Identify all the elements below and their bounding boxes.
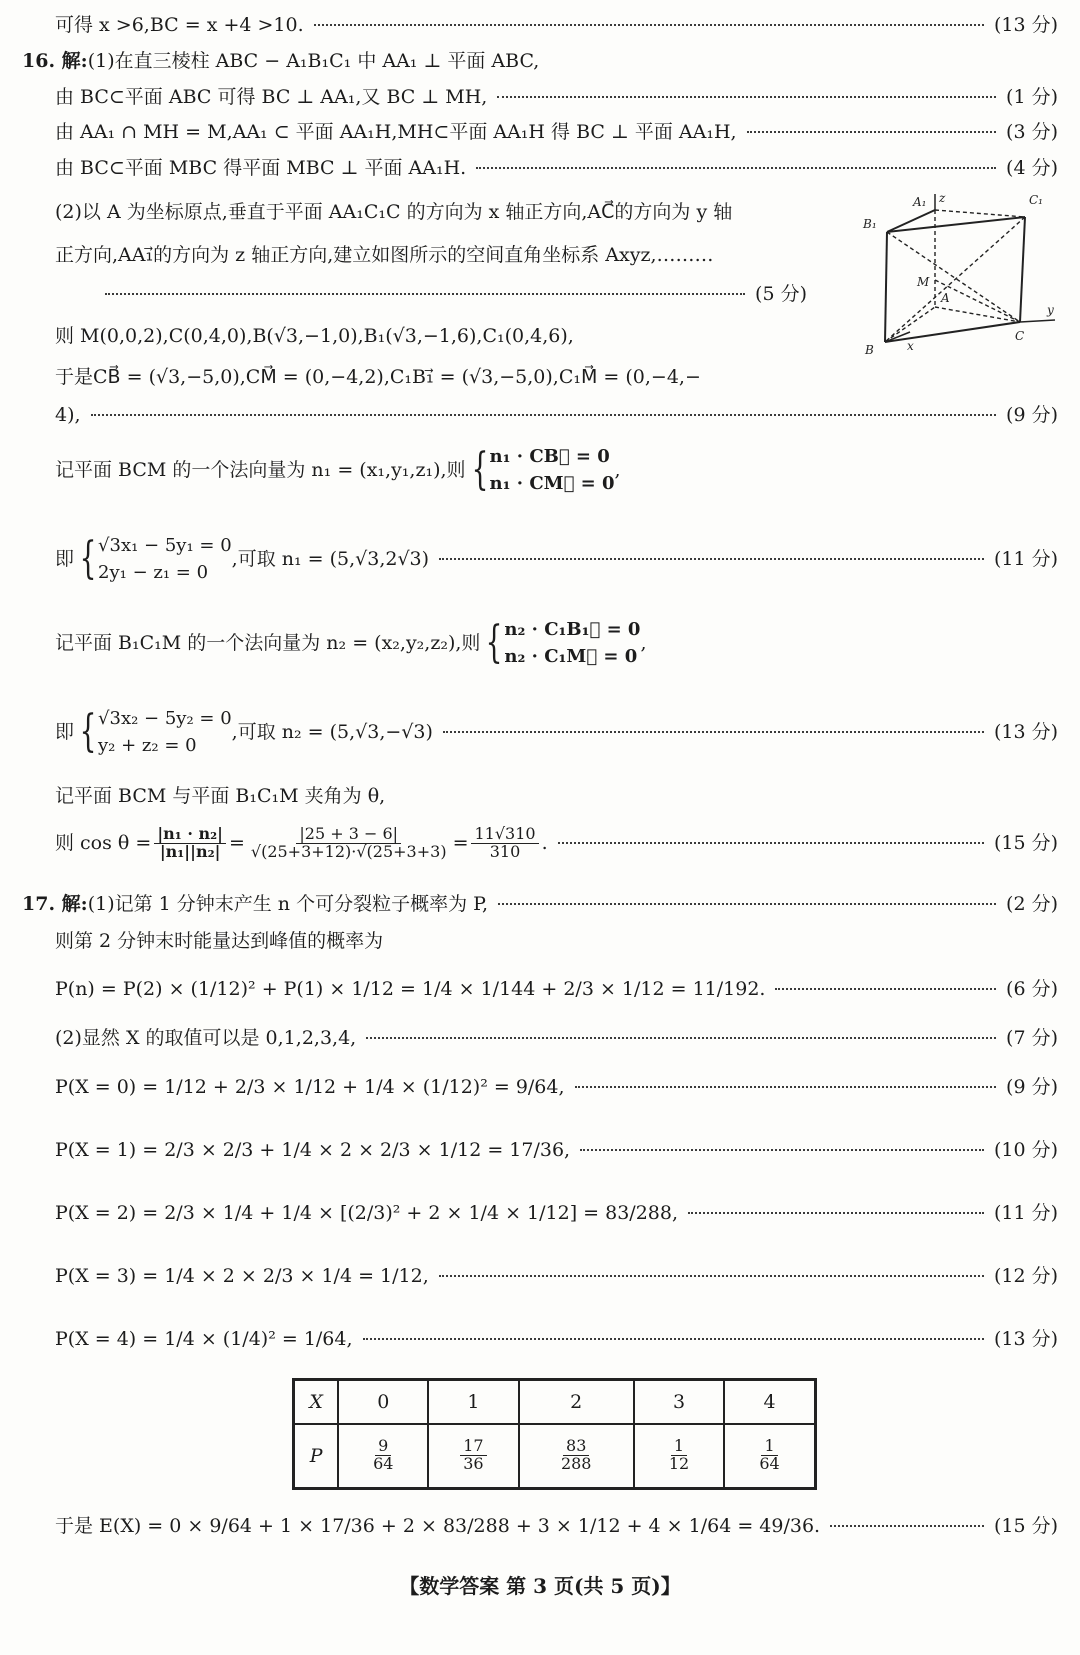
line-text: 4), xyxy=(55,404,81,426)
line-text: 由 BC⊂平面 ABC 可得 BC ⊥ AA₁,又 BC ⊥ MH, xyxy=(55,86,488,108)
label-m: M xyxy=(917,275,930,289)
equation: n₁ · CM⃗ = 0 xyxy=(489,473,615,494)
table-row xyxy=(294,1424,816,1489)
dot-leader xyxy=(476,167,996,169)
line-text: 记平面 B₁C₁M 的一个法向量为 n₂ = (x₂,y₂,z₂),则 xyxy=(55,631,481,654)
label-y: y xyxy=(1047,303,1054,317)
table-cell xyxy=(519,1424,634,1489)
numerator: 83 xyxy=(563,1438,589,1456)
px-line-3 xyxy=(55,1265,1058,1288)
line-text: 于是 E(X) = 0 × 9/64 + 1 × 17/36 + 2 × 83/288 + 3 × 1/12 + 4 × 1/64 = 49/36. xyxy=(55,1515,821,1537)
score: (5 分) xyxy=(755,283,807,305)
table-row xyxy=(294,1380,816,1424)
table-cell: 2 xyxy=(519,1380,634,1424)
dot-leader xyxy=(498,903,996,905)
table-cell xyxy=(724,1424,815,1489)
line-text: 记平面 BCM 的一个法向量为 n₁ = (x₁,y₁,z₁),则 xyxy=(55,458,466,481)
dot-leader xyxy=(830,1525,984,1527)
expectation-line xyxy=(55,1515,1058,1538)
question-number: 16. 解: xyxy=(22,50,88,72)
denominator: √(25+3+12)·√(25+3+3) xyxy=(250,841,447,861)
fraction xyxy=(154,826,226,861)
q16-line-7 xyxy=(95,283,807,306)
denominator: 64 xyxy=(373,1454,394,1474)
dot-leader xyxy=(775,988,996,990)
score: (15 分) xyxy=(993,831,1058,854)
line-text: P(X = 3) = 1/4 × 2 × 2/3 × 1/4 = 1/12, xyxy=(55,1265,429,1287)
label-a: A xyxy=(941,291,950,305)
score: (10 分) xyxy=(993,1139,1058,1161)
page-footer: 【数学答案 第 3 页(共 5 页)】 xyxy=(399,1574,681,1598)
line-text: 则 M(0,0,2),C(0,4,0),B(√3,−1,0),B₁(√3,−1,6),C₁(0,4,6), xyxy=(55,325,574,347)
q16-line-3 xyxy=(55,121,1058,144)
distribution-table xyxy=(292,1378,817,1490)
table-cell: 0 xyxy=(338,1380,428,1424)
equation: √3x₂ − 5y₂ = 0 xyxy=(98,708,232,729)
equation-system xyxy=(480,616,640,670)
equation: n₂ · C₁M⃗ = 0 xyxy=(504,646,638,667)
score: (12 分) xyxy=(993,1265,1058,1287)
q16-line-5 xyxy=(55,201,732,224)
line-text: ,可取 n₁ = (5,√3,2√3) xyxy=(231,547,430,570)
line-text: (2)以 A 为坐标原点,垂直于平面 AA₁C₁C 的方向为 x 轴正方向,AC⃗的方向为 y 轴 xyxy=(55,201,733,223)
label-c: C xyxy=(1015,329,1025,343)
equation: n₁ · CB⃗ = 0 xyxy=(489,446,610,467)
denominator: 64 xyxy=(759,1454,780,1474)
line-text: (1)记第 1 分钟末产生 n 个可分裂粒子概率为 P, xyxy=(87,893,489,915)
numerator: 1 xyxy=(671,1438,687,1456)
prev-answer-line xyxy=(55,14,1058,37)
question-number: 17. 解: xyxy=(22,893,88,915)
denominator: 36 xyxy=(463,1454,484,1474)
numerator: 17 xyxy=(460,1438,486,1456)
score: (13 分) xyxy=(993,720,1058,743)
px-line-4 xyxy=(55,1328,1058,1351)
label-b: B xyxy=(865,343,874,357)
dot-leader xyxy=(439,558,984,560)
line-text: ,可取 n₂ = (5,√3,−√3) xyxy=(231,720,433,743)
line-text: P(X = 4) = 1/4 × (1/4)² = 1/64, xyxy=(55,1328,353,1350)
line-text: , xyxy=(640,631,647,654)
brace-icon: { xyxy=(471,444,488,495)
dot-leader xyxy=(366,1037,996,1039)
dot-leader xyxy=(91,414,996,416)
q16-line-10 xyxy=(55,404,1058,427)
score: (15 分) xyxy=(993,1515,1058,1537)
line-text: 由 BC⊂平面 MBC 得平面 MBC ⊥ 平面 AA₁H. xyxy=(55,157,467,179)
dot-leader xyxy=(688,1212,984,1214)
numerator: 9 xyxy=(375,1438,391,1456)
score: (3 分) xyxy=(1006,121,1058,143)
q16-line-2 xyxy=(55,86,1058,109)
line-text: 于是CB⃗ = (√3,−5,0),CM⃗ = (0,−4,2),C₁B₁⃗ = (√3,−5,0),C₁M⃗ = (0,−4,− xyxy=(55,366,701,388)
px-line-0 xyxy=(55,1076,1058,1099)
line-text: 记平面 BCM 与平面 B₁C₁M 夹角为 θ, xyxy=(55,785,386,807)
equation-system xyxy=(466,443,615,497)
dot-leader xyxy=(575,1086,997,1088)
px-line-2 xyxy=(55,1202,1058,1225)
dot-leader xyxy=(443,731,984,733)
table-cell: 3 xyxy=(634,1380,724,1424)
q16-line-8 xyxy=(55,325,574,348)
q17-line-3 xyxy=(55,978,1058,1001)
numerator: |n₁ · n₂| xyxy=(154,826,226,844)
brace-icon: { xyxy=(79,533,97,584)
dot-leader xyxy=(580,1149,984,1151)
score: (7 分) xyxy=(1006,1027,1058,1049)
label-x: x xyxy=(907,339,914,353)
score: (13 分) xyxy=(993,14,1058,36)
normal-vector-1 xyxy=(55,443,621,497)
line-text: (2)显然 X 的取值可以是 0,1,2,3,4, xyxy=(55,1027,357,1049)
brace-icon: { xyxy=(486,617,503,668)
normal-vector-2 xyxy=(55,616,647,670)
line-text: 即 xyxy=(55,720,75,743)
solve-normal-2 xyxy=(55,705,1058,759)
table-cell xyxy=(428,1424,518,1489)
line-text: 则第 2 分钟末时能量达到峰值的概率为 xyxy=(55,930,384,952)
fraction xyxy=(471,826,538,861)
table-cell: 1 xyxy=(428,1380,518,1424)
dot-leader xyxy=(497,96,996,98)
score: (2 分) xyxy=(1006,893,1058,915)
denominator: 12 xyxy=(668,1454,690,1474)
label-b1: B₁ xyxy=(863,217,877,231)
numerator: |25 + 3 − 6| xyxy=(296,826,401,844)
equation: y₂ + z₂ = 0 xyxy=(98,735,197,756)
line-text: P(X = 0) = 1/12 + 2/3 × 1/12 + 1/4 × (1/12)² = 9/64, xyxy=(55,1076,565,1098)
score: (1 分) xyxy=(1006,86,1058,108)
numerator: 1 xyxy=(761,1438,777,1456)
line-text: 则 cos θ = xyxy=(55,831,152,854)
line-text: P(X = 1) = 2/3 × 2/3 + 1/4 × 2 × 2/3 × 1/12 = 17/36, xyxy=(55,1139,571,1161)
line-text: , xyxy=(614,458,621,481)
line-text: P(X = 2) = 2/3 × 1/4 + 1/4 × [(2/3)² + 2 × 1/4 × 1/12] = 83/288, xyxy=(55,1202,679,1224)
prism-figure xyxy=(855,192,1060,357)
table-cell: 4 xyxy=(724,1380,815,1424)
label-z: z xyxy=(939,192,946,205)
score: (4 分) xyxy=(1006,157,1058,179)
denominator: 310 xyxy=(489,841,521,861)
score: (9 分) xyxy=(1006,1076,1058,1098)
angle-line xyxy=(55,785,385,808)
table-cell xyxy=(338,1424,428,1489)
numerator: 11√310 xyxy=(471,826,538,844)
equation-system xyxy=(74,705,232,759)
dot-leader xyxy=(439,1275,984,1277)
equation: n₂ · C₁B₁⃗ = 0 xyxy=(504,619,641,640)
dot-leader xyxy=(105,293,745,295)
line-text: 正方向,AA₁⃗的方向为 z 轴正方向,建立如图所示的空间直角坐标系 Axyz,……… xyxy=(55,244,714,266)
q17-line-4 xyxy=(55,1027,1058,1050)
q17-line-2 xyxy=(55,930,383,953)
score: (11 分) xyxy=(993,1202,1058,1224)
solve-normal-1 xyxy=(55,532,1058,586)
q16-line-9 xyxy=(55,366,701,389)
label-c1: C₁ xyxy=(1029,193,1043,207)
fraction xyxy=(248,826,450,861)
score: (6 分) xyxy=(1006,978,1058,1000)
table-cell: X xyxy=(294,1380,339,1424)
dot-leader xyxy=(558,842,984,844)
table-cell xyxy=(634,1424,724,1489)
equation: √3x₁ − 5y₁ = 0 xyxy=(98,535,232,556)
line-text: (1)在直三棱柱 ABC − A₁B₁C₁ 中 AA₁ ⊥ 平面 ABC, xyxy=(87,50,540,72)
brace-icon: { xyxy=(79,706,97,757)
q17-line-1 xyxy=(22,893,1058,916)
dot-leader xyxy=(363,1338,984,1340)
q16-line-1 xyxy=(22,50,539,73)
equation-system xyxy=(74,532,232,586)
dot-leader xyxy=(314,24,984,26)
line-text: P(n) = P(2) × (1/12)² + P(1) × 1/12 = 1/4 × 1/144 + 2/3 × 1/12 = 11/192. xyxy=(55,978,766,1000)
q16-line-4 xyxy=(55,157,1058,180)
line-text: 即 xyxy=(55,547,75,570)
score: (9 分) xyxy=(1006,404,1058,426)
score: (13 分) xyxy=(993,1328,1058,1350)
label-a1: A₁ xyxy=(913,195,927,209)
line-text: 可得 x >6,BC = x +4 >10. xyxy=(55,14,304,36)
equation: 2y₁ − z₁ = 0 xyxy=(98,562,209,583)
q16-line-6 xyxy=(55,244,714,267)
dot-leader xyxy=(747,131,996,133)
cos-theta-line: 则 cos θ = $\frac{\text{|n₁ · n₂|}}{\text{|n₁||n₂|}}$ = $\frac{|25 + 3 - 6|}{√(25+3+12)\cdot√(25+3+3)}$ = $\frac{11√310}{310}$ . (15 分) xyxy=(55,824,1058,861)
score: (11 分) xyxy=(993,547,1058,570)
table-cell: P xyxy=(294,1424,339,1489)
line-text: 由 AA₁ ∩ MH = M,AA₁ ⊂ 平面 AA₁H,MH⊂平面 AA₁H 得 BC ⊥ 平面 AA₁H, xyxy=(55,121,737,143)
denominator: |n₁||n₂| xyxy=(159,841,221,861)
px-line-1 xyxy=(55,1139,1058,1162)
denominator: 288 xyxy=(560,1454,592,1474)
